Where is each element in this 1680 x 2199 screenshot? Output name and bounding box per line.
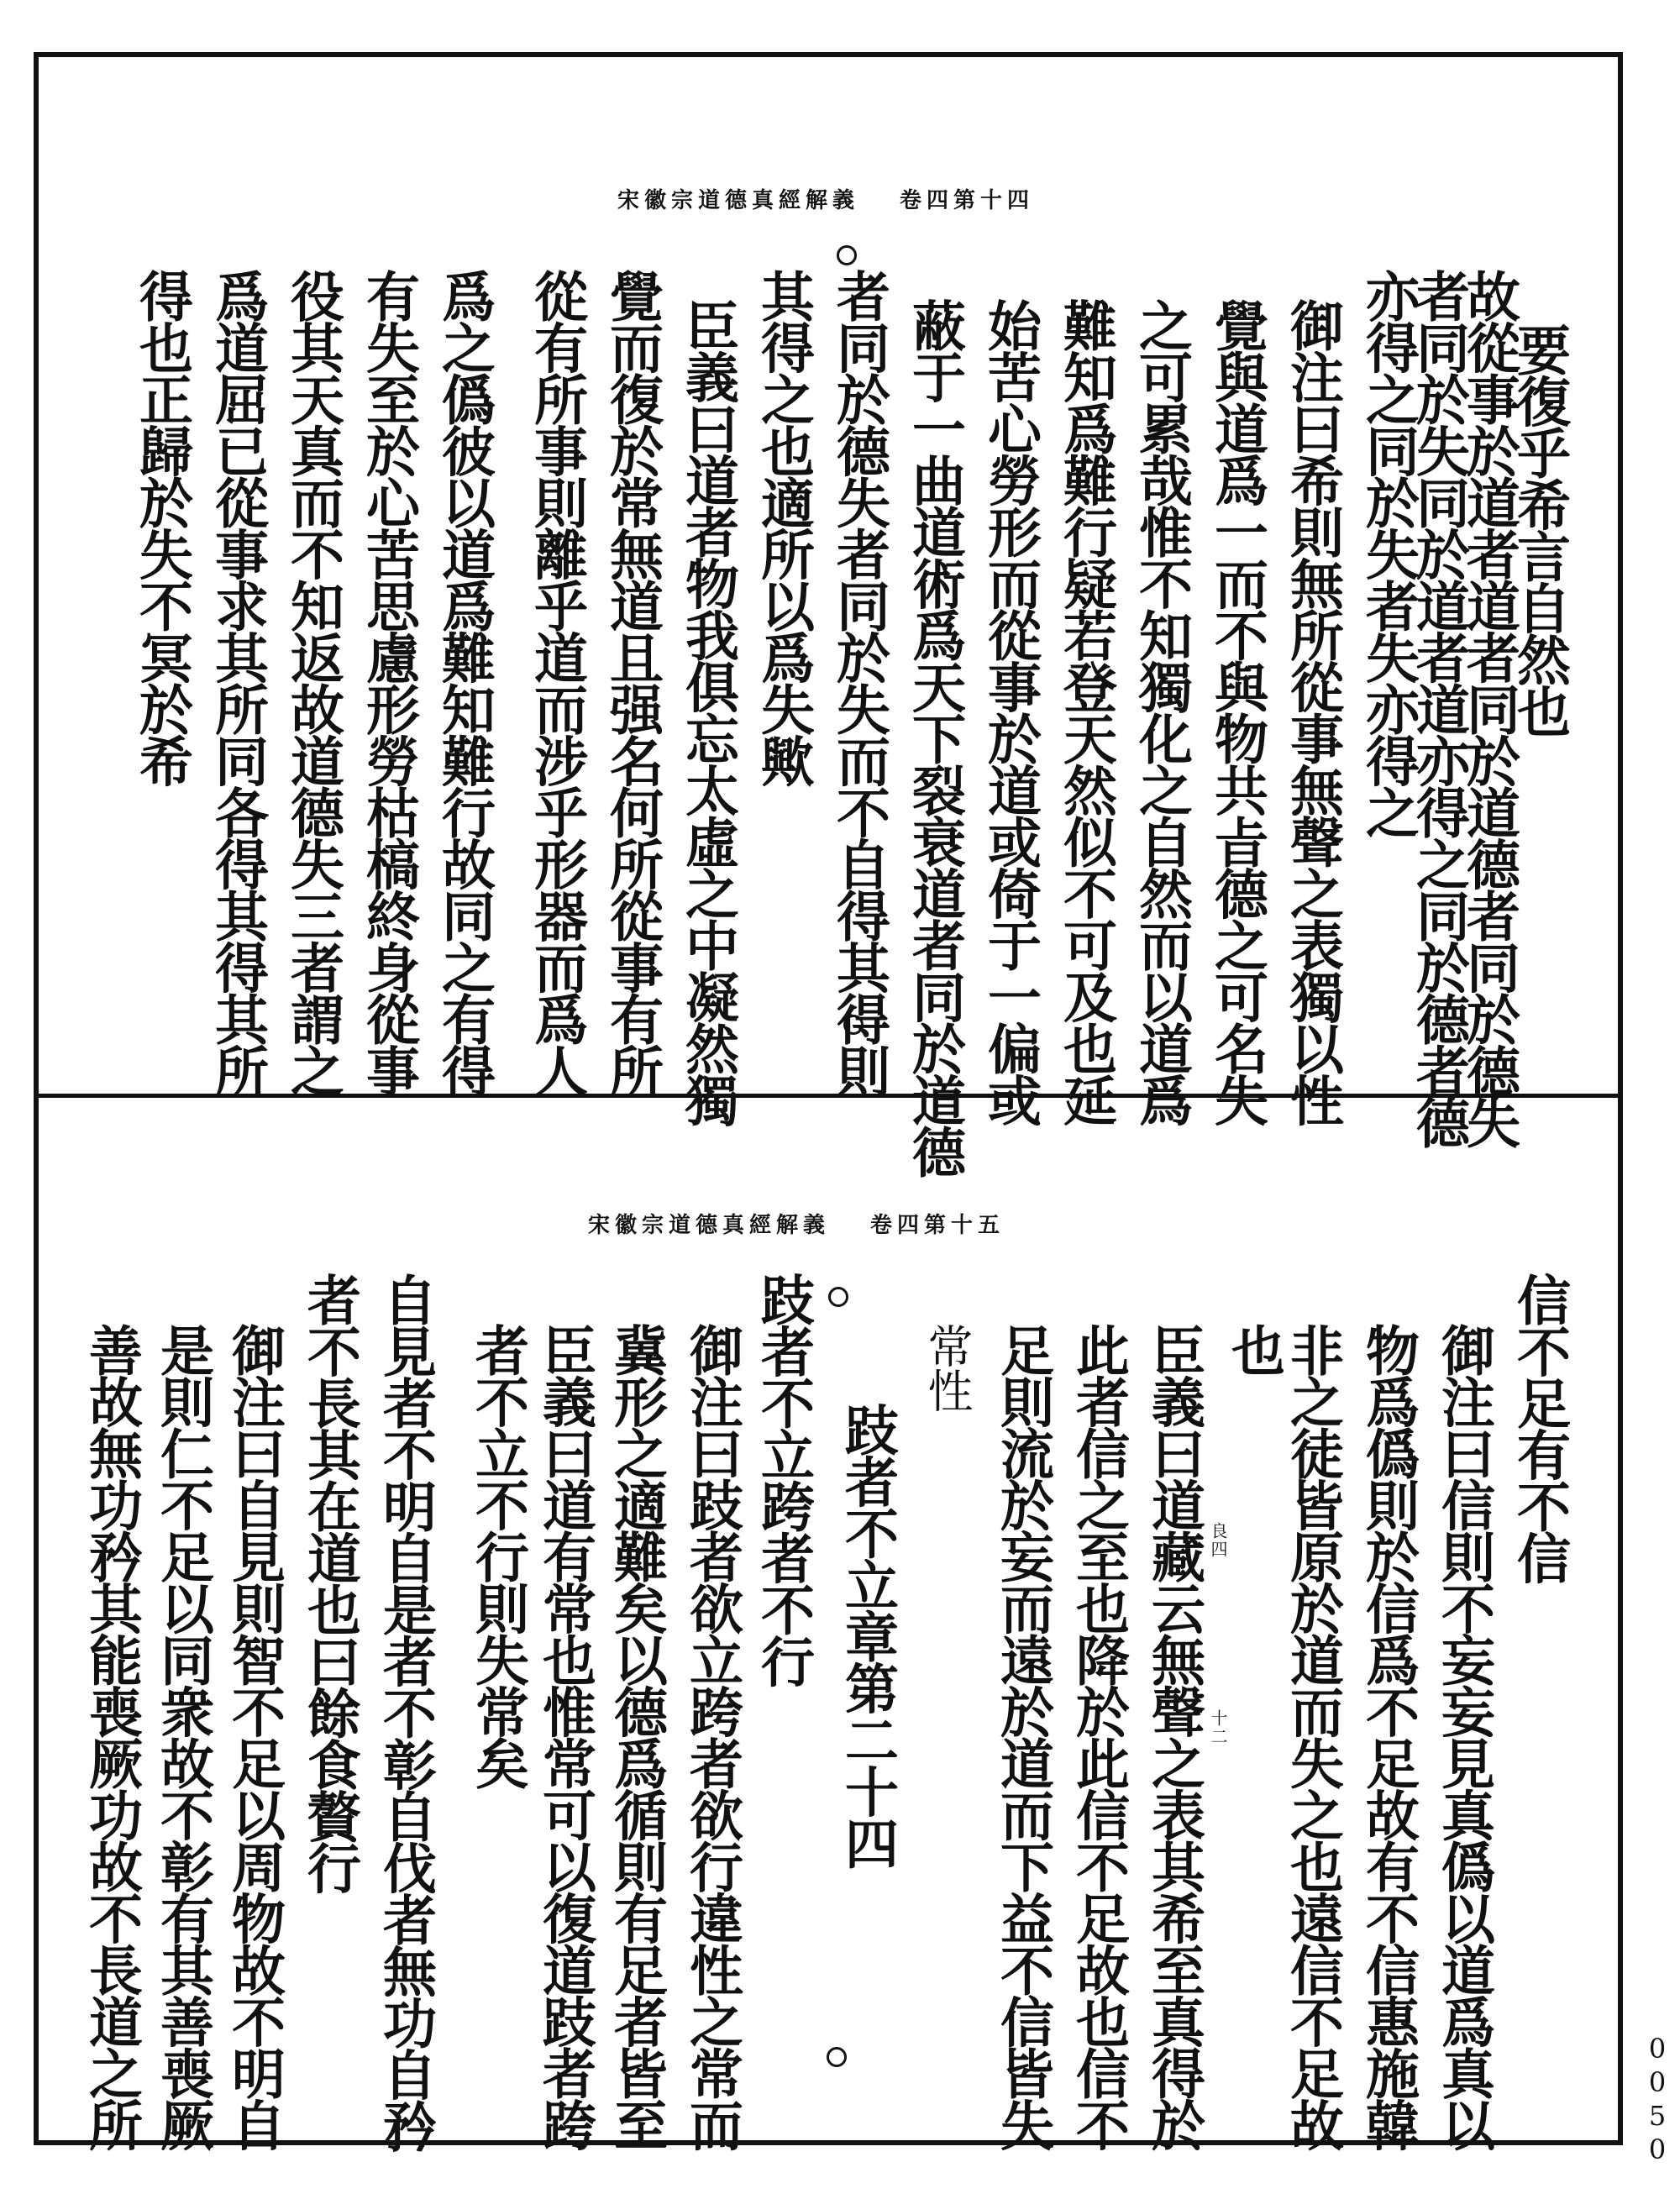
- punctuation-circle: [828, 1287, 848, 1307]
- bottom-column-15: 者不立不行則失常矣: [466, 1323, 529, 1788]
- top-column-2: 故從事於道者道者同於道德者同於德失: [1457, 269, 1520, 1147]
- top-column-7: 之可累哉惟不知獨化之自然而以道爲: [1130, 298, 1193, 1125]
- bottom-header: [588, 1208, 1005, 1239]
- bottom-header-title: 宋徽宗道德真經解義: [588, 1213, 831, 1238]
- top-column-6: 覺與道爲一而不與物共㫖德之可名失: [1205, 298, 1268, 1125]
- top-column-15: 從有所事則離乎道而涉乎形器而爲人: [525, 269, 588, 1095]
- top-column-9: 始苦心勞形而從事於道或倚于一偏或: [979, 298, 1042, 1125]
- marginal-note: 良四: [1208, 1522, 1228, 1559]
- top-column-10: 蔽于一曲道術爲天下裂衰道者同於道德: [903, 298, 966, 1177]
- bottom-column-9: 常性: [921, 1323, 974, 1412]
- bottom-column-1: 信不足有不信: [1508, 1273, 1571, 1582]
- bottom-column-17: 者不長其在道也曰餘食贅行: [298, 1273, 361, 1892]
- bottom-column-18: 御注曰自見則智不足以周物故不明自: [223, 1323, 286, 2149]
- top-column-3: 者同於失同於道者道亦得之同於德者德: [1407, 269, 1470, 1147]
- top-header-title: 宋徽宗道德真經解義: [617, 188, 860, 213]
- top-header: [617, 183, 1034, 214]
- top-column-4: 亦得之同於失者失亦得之: [1357, 269, 1420, 837]
- punctuation-circle: [837, 245, 857, 265]
- bottom-column-2: 御注曰信則不妄妄見真僞以道爲真以: [1432, 1323, 1495, 2149]
- bottom-column-14: 臣義曰道有常也惟常可以復道跂者跨: [533, 1323, 596, 2149]
- punctuation-circle: [827, 2047, 847, 2067]
- top-column-13: 臣義曰道者物我俱忘太虛之中凝然獨: [676, 298, 739, 1125]
- bottom-column-16: 自見者不明自是者不彰自伐者無功自矜: [374, 1273, 437, 2151]
- top-column-11: 者同於德失者同於失而不自得其得則: [827, 269, 890, 1095]
- bottom-header-volume: 卷四第十五: [870, 1213, 1005, 1238]
- bottom-column-12: 御注曰跂者欲立跨者欲行違性之常而: [680, 1323, 743, 2149]
- top-column-5: 御注曰希則無所從事無聲之表獨以性: [1281, 298, 1344, 1125]
- top-column-14: 覺而復於常無道且强名何所從事有所: [601, 269, 664, 1095]
- bottom-column-20: 善故無功矜其能喪厥功故不長道之所: [80, 1323, 143, 2149]
- top-column-12: 其得之也適所以爲失歟: [752, 269, 815, 785]
- marginal-note: 十二: [1208, 1709, 1228, 1746]
- top-header-volume: 卷四第十四: [900, 188, 1035, 213]
- bottom-column-4: 非之徒皆原於道而失之也遠信不足故: [1281, 1323, 1344, 2149]
- top-column-17: 有失至於心苦思慮形勞枯槁終身從事: [357, 269, 420, 1095]
- punctuation-circle: [843, 1015, 864, 1035]
- page-number: 0050: [1641, 2033, 1673, 2167]
- bottom-column-8: 足則流於妄而遠於道而下益不信皆失: [991, 1323, 1054, 2149]
- top-column-20: 得也正歸於失不冥於希: [130, 269, 193, 785]
- bottom-column-10: 跂者不立章第二十四: [836, 1403, 899, 1868]
- top-column-16: 爲之僞彼以道爲難知難行故同之有得: [433, 269, 496, 1095]
- top-column-19: 爲道屈已從事求其所同各得其得其所: [206, 269, 269, 1095]
- bottom-column-13: 冀形之適難矣以德爲循則有足者皆至: [605, 1323, 668, 2149]
- top-column-18: 役其天真而不知返故道德失三者謂之: [281, 269, 344, 1095]
- bottom-column-6: 臣義曰道藏云無聲之表其希至真得於: [1142, 1323, 1205, 2149]
- top-column-1: 要復乎希言自然也: [1508, 323, 1571, 736]
- top-column-8: 難知爲難行疑若登天然似不可及也延: [1054, 298, 1117, 1125]
- bottom-column-7: 此者信之至也降於此信不足故也信不: [1067, 1323, 1130, 2149]
- bottom-column-11: 跂者不立跨者不行: [752, 1273, 815, 1686]
- bottom-column-19: 是則仁不足以同衆故不彰有其善喪厥: [151, 1323, 214, 2149]
- bottom-column-3: 物爲僞則於信爲不足故有不信惠施韓: [1357, 1323, 1420, 2149]
- bottom-column-5: 也: [1222, 1323, 1285, 1375]
